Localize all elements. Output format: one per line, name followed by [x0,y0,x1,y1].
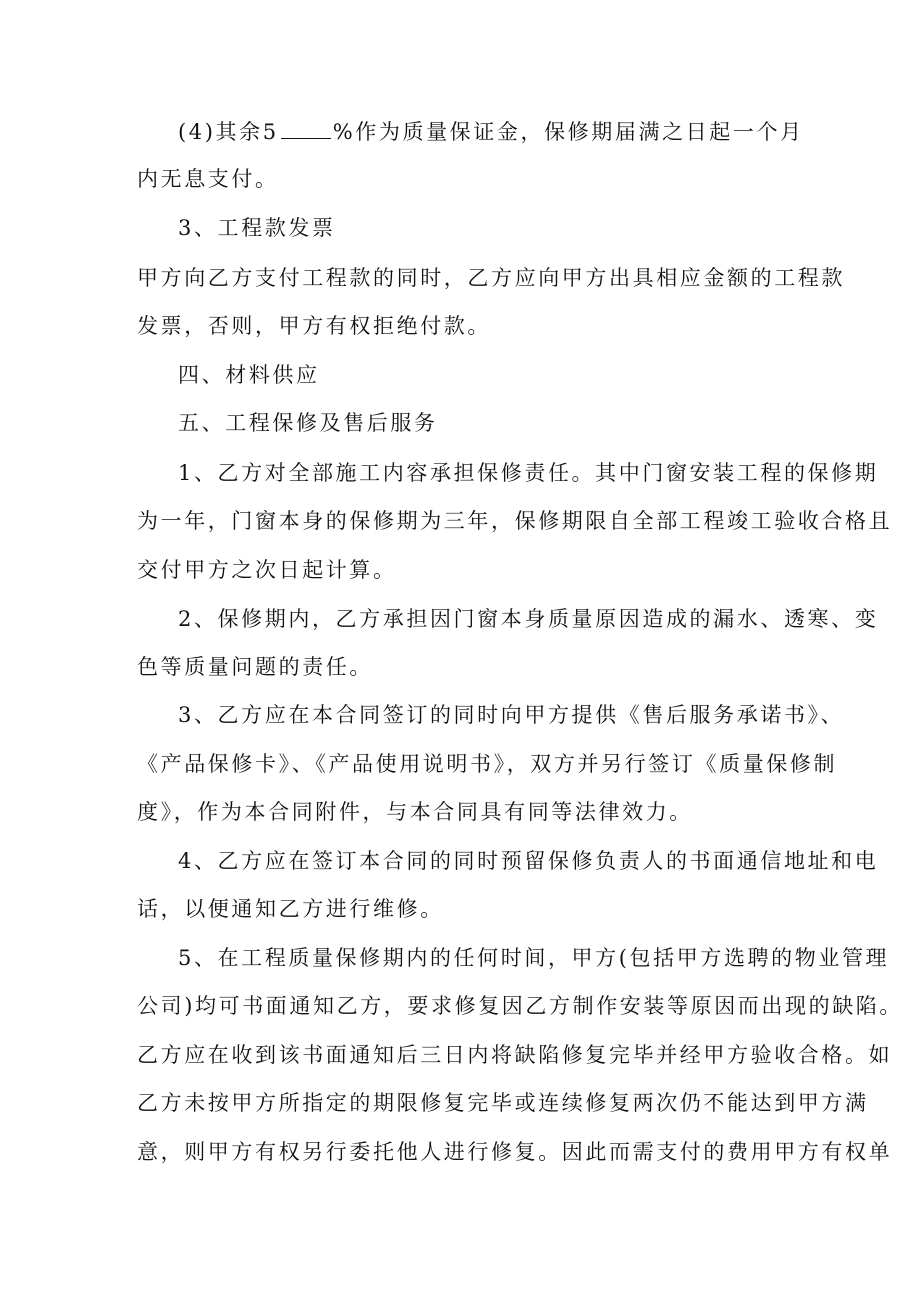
paragraph-line: 为一年，门窗本身的保修期为三年，保修期限自全部工程竣工验收合格且 [137,509,893,533]
paragraph-line: 乙方应在收到该书面通知后三日内将缺陷修复完毕并经甲方验收合格。如 [137,1043,893,1067]
section-heading-materials: 四、材料供应 [178,363,320,387]
paragraph-line: 5、在工程质量保修期内的任何时间，甲方(包括甲方选聘的物业管理 [178,946,890,970]
paragraph-line: 发票，否则，甲方有权拒绝付款。 [137,314,491,338]
section-heading-invoice: 3、工程款发票 [178,216,336,240]
clause-4-retention-prefix: (4)其余5 [178,120,279,144]
clause-4-retention-suffix: %作为质量保证金，保修期届满之日起一个月 [332,120,804,144]
section-heading-warranty: 五、工程保修及售后服务 [178,411,438,435]
paragraph-line: 《产品保修卡》、《产品使用说明书》，双方并另行签订《质量保修制 [137,752,838,776]
paragraph-line: 交付甲方之次日起计算。 [137,558,397,582]
paragraph-line: 意，则甲方有权另行委托他人进行修复。因此而需支付的费用甲方有权单 [137,1140,893,1164]
paragraph-line: 4、乙方应在签订本合同的同时预留保修负责人的书面通信地址和电 [178,849,879,873]
paragraph-line: 3、乙方应在本合同签订的同时向甲方提供《售后服务承诺书》、 [178,703,845,727]
paragraph-line: 甲方向乙方支付工程款的同时，乙方应向甲方出具相应金额的工程款 [137,266,845,290]
paragraph-line: 度》，作为本合同附件，与本合同具有同等法律效力。 [137,800,693,824]
paragraph-line: 2、保修期内，乙方承担因门窗本身质量原因造成的漏水、透寒、变 [178,607,879,631]
paragraph-line: 话，以便通知乙方进行维修。 [137,897,444,921]
fill-in-blank [281,122,331,139]
paragraph-line: 色等质量问题的责任。 [137,655,373,679]
clause-4-retention-line [178,117,804,147]
paragraph-line: 乙方未按甲方所指定的期限修复完毕或连续修复两次仍不能达到甲方满 [137,1091,869,1115]
paragraph-line: 内无息支付。 [137,167,279,191]
paragraph-line: 1、乙方对全部施工内容承担保修责任。其中门窗安装工程的保修期 [178,461,879,485]
paragraph-line: 公司)均可书面通知乙方，要求修复因乙方制作安装等原因而出现的缺陷。 [137,994,903,1018]
